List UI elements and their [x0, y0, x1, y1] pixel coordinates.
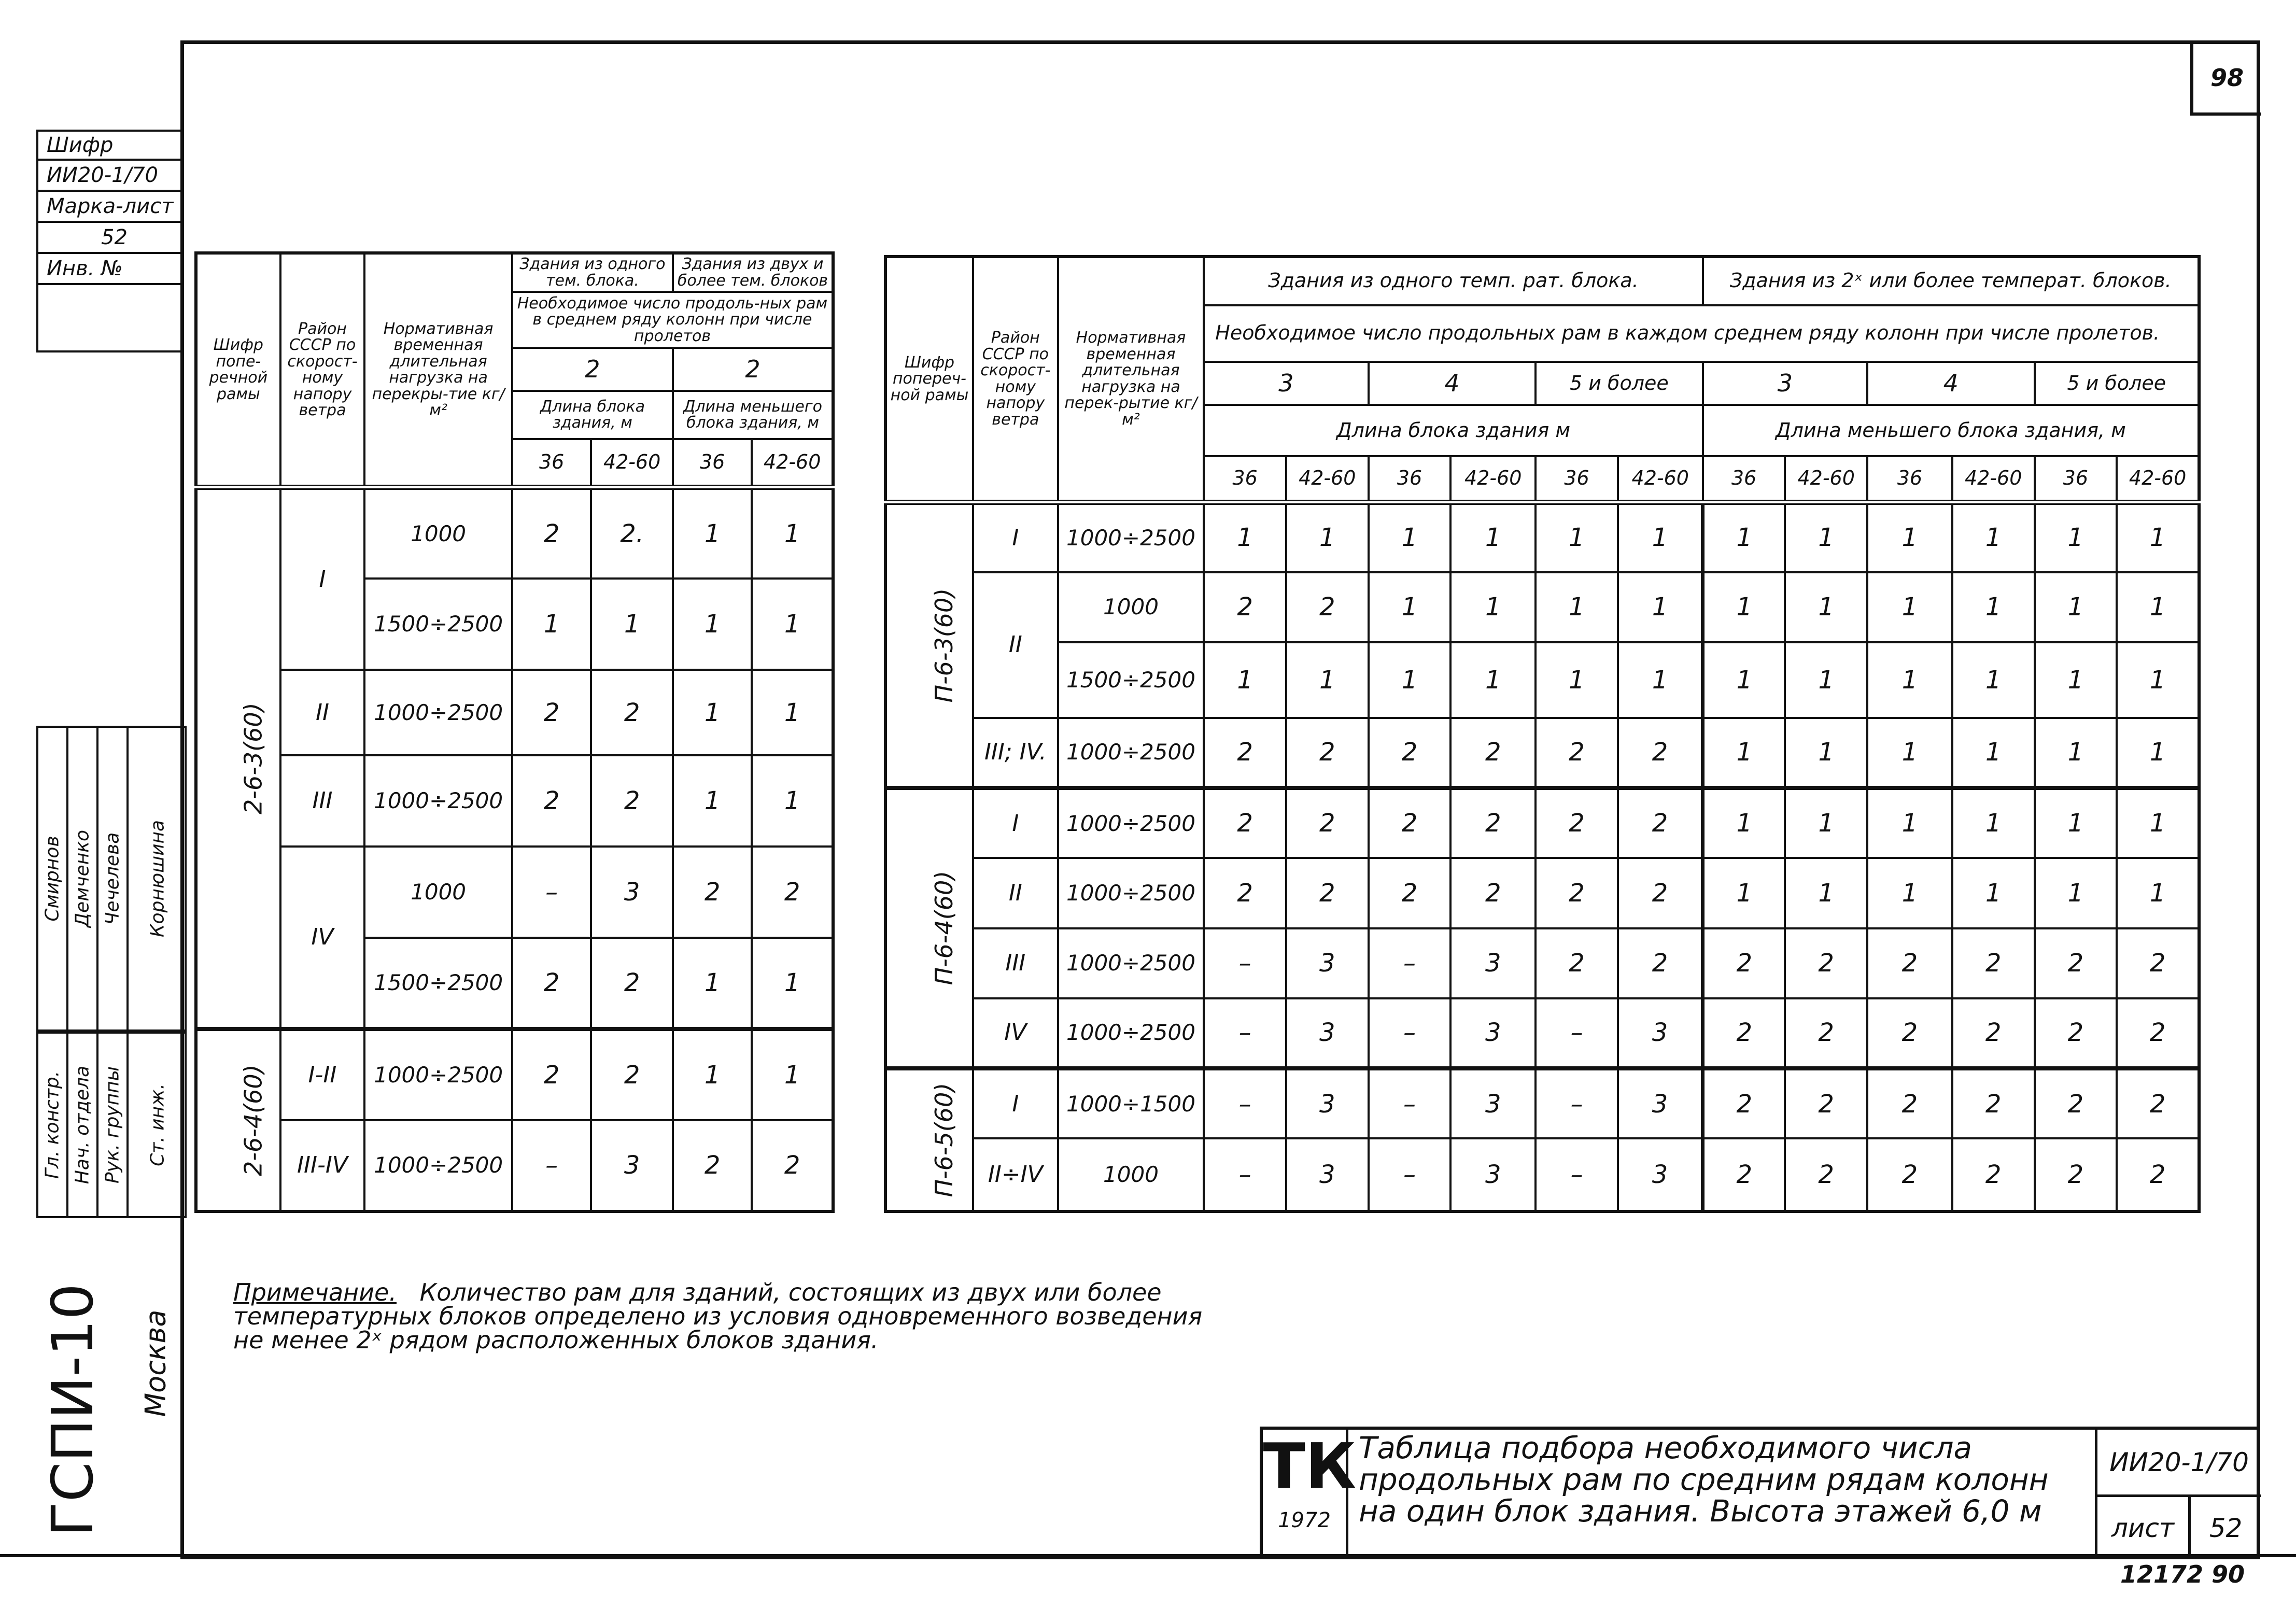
rt-cell: 1 — [1952, 642, 2035, 718]
rt-cell: 3 — [1286, 1068, 1369, 1138]
rt-cell: 2 — [1450, 788, 1536, 858]
table-row — [196, 1029, 833, 1120]
rt-cell: 2 — [1618, 928, 1703, 998]
org-city: Москва — [139, 1309, 172, 1417]
rt-len-12: 42-60 — [2117, 456, 2199, 502]
rt-cell: 1 — [2117, 788, 2199, 858]
rt-cell: 1 — [1785, 858, 1867, 928]
lt-cell: 1 — [752, 670, 833, 755]
rt-region: I — [973, 502, 1058, 572]
rt-cell: 2 — [1703, 928, 1785, 998]
rt-cell: 1 — [1867, 858, 1952, 928]
lt-len-1: 36 — [512, 439, 591, 487]
rt-load: 1000 — [1058, 1138, 1204, 1211]
rt-cell: 2 — [1286, 718, 1369, 788]
rt-cell: 2 — [2035, 928, 2117, 998]
rt-cell: 1 — [1204, 642, 1286, 718]
title-cipher: ИИ20-1/70 — [2095, 1430, 2261, 1497]
rt-head-required: Необходимое число продольных рам в каждом среднем ряду колонн при числе пролетов. — [1204, 305, 2199, 362]
title-year: 1972 — [1278, 1508, 1331, 1532]
note — [233, 1280, 1218, 1352]
rt-cell: 3 — [1618, 1068, 1703, 1138]
rt-cell: 2 — [2035, 998, 2117, 1068]
lt-cell: 1 — [752, 938, 833, 1029]
table-row — [196, 670, 833, 755]
rt-cell: – — [1369, 998, 1451, 1068]
rt-cell: 2 — [1286, 858, 1369, 928]
rt-cell: 1 — [1450, 502, 1536, 572]
rt-cell: 3 — [1618, 998, 1703, 1068]
rt-cell: 2 — [1618, 788, 1703, 858]
table-row — [885, 788, 2199, 858]
sig-role-3: Рук. группы — [98, 1034, 129, 1216]
stamp-label-mark: Марка-лист — [36, 192, 184, 223]
rt-cell: 1 — [1785, 502, 1867, 572]
lt-head-two: Здания из двух и более тем. блоков — [673, 253, 833, 292]
lt-cell: 1 — [673, 487, 752, 579]
rt-cell: 1 — [1867, 502, 1952, 572]
table-row — [196, 755, 833, 847]
rt-head-single: Здания из одного темп. рат. блока. — [1204, 257, 1702, 305]
rt-cell: 3 — [1618, 1138, 1703, 1211]
rt-cipher-3: П-6-5(60) — [885, 1068, 973, 1211]
rt-head-two: Здания из 2ˣ или более температ. блоков. — [1703, 257, 2199, 305]
title-block — [1260, 1427, 2260, 1559]
table-row — [885, 928, 2199, 998]
rt-len-6: 42-60 — [1618, 456, 1703, 502]
lt-head-length-a: Длина блока здания, м — [512, 391, 673, 439]
title-logo: ТК 1972 — [1263, 1430, 1348, 1559]
footer-number: 12172 90 — [2120, 1560, 2245, 1588]
rt-cell: – — [1204, 1068, 1286, 1138]
table-row — [885, 1068, 2199, 1138]
lt-region: I-II — [280, 1029, 365, 1120]
rt-cell: 1 — [1703, 642, 1785, 718]
lt-cell: 1 — [673, 938, 752, 1029]
lt-cell: 2 — [512, 487, 591, 579]
rt-cell: 2 — [2035, 1138, 2117, 1211]
rt-cell: 2 — [1703, 1068, 1785, 1138]
cipher-stamp — [36, 130, 184, 352]
lt-cell: 2 — [752, 1120, 833, 1211]
rt-cell: 1 — [1867, 642, 1952, 718]
rt-cell: 1 — [1536, 572, 1618, 642]
rt-len-9: 36 — [1867, 456, 1952, 502]
rt-cell: 1 — [1867, 572, 1952, 642]
rt-cell: 2 — [1867, 1138, 1952, 1211]
rt-cell: – — [1536, 1138, 1618, 1211]
rt-cell: 2 — [1450, 858, 1536, 928]
rt-load: 1000÷2500 — [1058, 502, 1204, 572]
rt-cell: 1 — [1618, 572, 1703, 642]
rt-len-5: 36 — [1536, 456, 1618, 502]
rt-cell: 2 — [1450, 718, 1536, 788]
rt-cell: 1 — [2117, 502, 2199, 572]
rt-cell: 1 — [1785, 718, 1867, 788]
rt-cell: 1 — [1536, 642, 1618, 718]
lt-head-region: Район СССР по скорост-ному напору ветра — [280, 253, 365, 487]
rt-span-4: 3 — [1703, 362, 1867, 405]
lt-load: 1500÷2500 — [364, 938, 512, 1029]
rt-cell: 3 — [1450, 998, 1536, 1068]
rt-cell: 1 — [2035, 572, 2117, 642]
rt-cell: 2 — [1703, 998, 1785, 1068]
lt-cell: 2 — [591, 755, 673, 847]
table-row — [885, 858, 2199, 928]
rt-cell: 2 — [2117, 998, 2199, 1068]
rt-span-3: 5 и более — [1536, 362, 1703, 405]
lt-cell: – — [512, 847, 591, 938]
lt-cell: 1 — [752, 487, 833, 579]
title-sheet-label: лист — [2095, 1497, 2188, 1559]
rt-cell: 1 — [1536, 502, 1618, 572]
rt-cell: 1 — [1952, 718, 2035, 788]
rt-cell: 2 — [1369, 788, 1451, 858]
rt-cell: 2 — [1204, 788, 1286, 858]
lt-head-spans-a: 2 — [512, 348, 673, 390]
rt-cell: 1 — [2117, 572, 2199, 642]
rt-cell: – — [1536, 998, 1618, 1068]
lt-load: 1000÷2500 — [364, 1029, 512, 1120]
rt-span-2: 4 — [1369, 362, 1536, 405]
title-text: Таблица подбора необходимого числа продольных рам по средним рядам колонн на один блок здания. Высота этажей 6,0 м — [1359, 1430, 2049, 1529]
table-row — [885, 502, 2199, 572]
rt-cell: 3 — [1450, 1138, 1536, 1211]
rt-cell: – — [1536, 1068, 1618, 1138]
table-row — [885, 718, 2199, 788]
rt-region: III — [973, 928, 1058, 998]
signature-names-block — [36, 726, 187, 1032]
lt-cell: 2 — [591, 670, 673, 755]
table-row — [196, 1120, 833, 1211]
lt-load: 1000 — [364, 487, 512, 579]
page-number: 98 — [2190, 43, 2261, 116]
lt-cell: 2 — [591, 1029, 673, 1120]
rt-len-10: 42-60 — [1952, 456, 2035, 502]
rt-cell: 1 — [1867, 718, 1952, 788]
rt-cell: 2 — [1204, 858, 1286, 928]
rt-cell: 1 — [1703, 572, 1785, 642]
rt-cell: 3 — [1286, 1138, 1369, 1211]
stamp-cipher: ИИ20-1/70 — [36, 161, 184, 192]
lt-head-length-b: Длина меньшего блока здания, м — [673, 391, 833, 439]
lt-load: 1000÷2500 — [364, 1120, 512, 1211]
rt-cell: 1 — [1703, 502, 1785, 572]
stamp-inv-blank — [36, 285, 184, 352]
rt-region: II — [973, 572, 1058, 718]
rt-cell: 1 — [2035, 718, 2117, 788]
rt-cell: 1 — [1785, 642, 1867, 718]
rt-len-8: 42-60 — [1785, 456, 1867, 502]
lt-cipher-1: 2-6-3(60) — [196, 487, 280, 1029]
rt-cell: 1 — [1450, 642, 1536, 718]
lt-region: II — [280, 670, 365, 755]
rt-load: 1000÷2500 — [1058, 858, 1204, 928]
rt-cipher-2: П-6-4(60) — [885, 788, 973, 1068]
rt-load: 1500÷2500 — [1058, 642, 1204, 718]
rt-len-4: 42-60 — [1450, 456, 1536, 502]
lt-load: 1000 — [364, 847, 512, 938]
lt-len-2: 42-60 — [591, 439, 673, 487]
rt-cell: 1 — [1618, 642, 1703, 718]
rt-head-cipher: Шифр попереч-ной рамы — [885, 257, 973, 502]
rt-cell: 2 — [1369, 718, 1451, 788]
rt-cell: 1 — [2035, 502, 2117, 572]
rt-region: I — [973, 788, 1058, 858]
lt-cell: 2 — [512, 1029, 591, 1120]
rt-cell: 2 — [1952, 1138, 2035, 1211]
lt-len-3: 36 — [673, 439, 752, 487]
rt-cell: 2 — [1204, 572, 1286, 642]
stamp-label-inv: Инв. № — [36, 254, 184, 285]
lt-head-load: Нормативная временная длительная нагрузка на перекры-тие кг/м² — [364, 253, 512, 487]
rt-cell: 2 — [2035, 1068, 2117, 1138]
rt-cell: 1 — [1785, 572, 1867, 642]
lt-cell: 1 — [752, 755, 833, 847]
rt-cell: 3 — [1450, 928, 1536, 998]
left-table — [194, 251, 835, 1213]
rt-span-5: 4 — [1867, 362, 2034, 405]
rt-cell: 2 — [1952, 928, 2035, 998]
stamp-label-cipher: Шифр — [36, 130, 184, 161]
sig-role-4: Ст. инж. — [147, 1083, 168, 1166]
rt-cell: 2 — [1952, 1068, 2035, 1138]
sig-role-1: Гл. констр. — [38, 1034, 68, 1216]
lt-cell: 1 — [673, 579, 752, 670]
rt-cell: 1 — [2117, 642, 2199, 718]
rt-cell: 2 — [1536, 788, 1618, 858]
lt-cell: 1 — [673, 670, 752, 755]
lt-region: III-IV — [280, 1120, 365, 1211]
rt-cell: 1 — [1204, 502, 1286, 572]
note-label: Примечание. — [233, 1278, 397, 1306]
lt-load: 1000÷2500 — [364, 670, 512, 755]
rt-cell: 1 — [1952, 502, 2035, 572]
rt-cell: 2 — [1286, 788, 1369, 858]
rt-cell: 2 — [1618, 718, 1703, 788]
lt-head-cipher: Шифр попе-речной рамы — [196, 253, 280, 487]
lt-region: I — [280, 487, 365, 670]
rt-cell: 2 — [1618, 858, 1703, 928]
rt-cell: 2 — [1867, 928, 1952, 998]
lt-cell: 2 — [673, 1120, 752, 1211]
rt-cell: – — [1204, 928, 1286, 998]
rt-cell: 1 — [1952, 858, 2035, 928]
rt-cell: 1 — [1703, 718, 1785, 788]
rt-cell: 2 — [1536, 718, 1618, 788]
lt-len-4: 42-60 — [752, 439, 833, 487]
rt-load: 1000÷1500 — [1058, 1068, 1204, 1138]
lt-cell: – — [512, 1120, 591, 1211]
rt-cell: 2 — [1785, 1068, 1867, 1138]
lt-cell: 2. — [591, 487, 673, 579]
rt-head-region: Район СССР по скорост-ному напору ветра — [973, 257, 1058, 502]
rt-len-1: 36 — [1204, 456, 1286, 502]
rt-cell: 3 — [1286, 928, 1369, 998]
rt-len-11: 36 — [2035, 456, 2117, 502]
rt-cell: 1 — [2117, 718, 2199, 788]
rt-cell: 1 — [1867, 788, 1952, 858]
rt-cell: 2 — [1536, 858, 1618, 928]
rt-cell: 1 — [1703, 858, 1785, 928]
rt-cell: 1 — [1286, 642, 1369, 718]
lt-cell: 2 — [512, 670, 591, 755]
sig-name-3: Чечелева — [98, 728, 129, 1029]
lt-cell: 2 — [752, 847, 833, 938]
rt-cell: – — [1369, 928, 1451, 998]
sig-name-1: Смирнов — [38, 728, 68, 1029]
rt-load: 1000÷2500 — [1058, 928, 1204, 998]
rt-head-load: Нормативная временная длительная нагрузка на перек-рытие кг/м² — [1058, 257, 1204, 502]
lt-cell: 2 — [591, 938, 673, 1029]
table-row — [885, 642, 2199, 718]
lt-cell: 1 — [752, 579, 833, 670]
lt-cell: 1 — [752, 1029, 833, 1120]
rt-cell: 2 — [1286, 572, 1369, 642]
rt-cell: 1 — [1703, 788, 1785, 858]
rt-cell: 2 — [1785, 928, 1867, 998]
table-row — [196, 487, 833, 579]
rt-region: I — [973, 1068, 1058, 1138]
rt-cell: 2 — [1952, 998, 2035, 1068]
rt-head-length-b: Длина меньшего блока здания, м — [1703, 405, 2199, 456]
rt-cell: 3 — [1286, 998, 1369, 1068]
rt-cell: 2 — [1703, 1138, 1785, 1211]
rt-cell: 1 — [2035, 858, 2117, 928]
rt-cell: 2 — [2117, 1068, 2199, 1138]
rt-cell: 2 — [1536, 928, 1618, 998]
lt-cell: 1 — [673, 1029, 752, 1120]
lt-cell: 1 — [512, 579, 591, 670]
rt-cell: – — [1369, 1068, 1451, 1138]
right-table — [884, 255, 2201, 1213]
rt-region: II — [973, 858, 1058, 928]
rt-cell: 1 — [1952, 572, 2035, 642]
sig-name-4: Корнюшина — [147, 820, 168, 938]
rt-head-length-a: Длина блока здания м — [1204, 405, 1702, 456]
lt-cell: 3 — [591, 1120, 673, 1211]
sig-name-2: Демченко — [68, 728, 98, 1029]
lt-region: III — [280, 755, 365, 847]
table-row — [196, 847, 833, 938]
rt-cell: 3 — [1450, 1068, 1536, 1138]
rt-cell: 1 — [1952, 788, 2035, 858]
note-text: Количество рам для зданий, состоящих из двух или более температурных блоков определено из условия одновременного возведения не менее 2ˣ рядом расположенных блоков здания. — [233, 1278, 1203, 1354]
rt-cipher-1: П-6-3(60) — [885, 502, 973, 788]
rt-cell: 2 — [1867, 998, 1952, 1068]
rt-load: 1000÷2500 — [1058, 788, 1204, 858]
org-name: ГСПИ-10 — [39, 1283, 106, 1537]
lt-load: 1000÷2500 — [364, 755, 512, 847]
lt-cell: 2 — [512, 938, 591, 1029]
table-row — [885, 572, 2199, 642]
rt-cell: 1 — [1450, 572, 1536, 642]
rt-len-3: 36 — [1369, 456, 1451, 502]
rt-cell: 1 — [1286, 502, 1369, 572]
signature-block — [36, 1032, 187, 1218]
rt-cell: – — [1204, 998, 1286, 1068]
table-row — [885, 1138, 2199, 1211]
rt-cell: 1 — [1618, 502, 1703, 572]
rt-cell: 1 — [1369, 502, 1451, 572]
lt-region: IV — [280, 847, 365, 1029]
rt-region: IV — [973, 998, 1058, 1068]
rt-cell: 2 — [1785, 1138, 1867, 1211]
stamp-mark-value: 52 — [36, 223, 184, 254]
rt-cell: 2 — [1867, 1068, 1952, 1138]
lt-head-single: Здания из одного тем. блока. — [512, 253, 673, 292]
rt-load: 1000÷2500 — [1058, 718, 1204, 788]
rt-region: III; IV. — [973, 718, 1058, 788]
rt-cell: 2 — [2117, 1138, 2199, 1211]
rt-cell: 1 — [1785, 788, 1867, 858]
lt-cipher-2: 2-6-4(60) — [196, 1029, 280, 1211]
rt-cell: 2 — [1369, 858, 1451, 928]
rt-cell: 1 — [1369, 642, 1451, 718]
rt-cell: 1 — [2035, 642, 2117, 718]
rt-cell: 1 — [1369, 572, 1451, 642]
lt-cell: 3 — [591, 847, 673, 938]
rt-cell: 1 — [2035, 788, 2117, 858]
lt-load: 1500÷2500 — [364, 579, 512, 670]
lt-cell: 2 — [512, 755, 591, 847]
rt-region: II÷IV — [973, 1138, 1058, 1211]
title-sheet: 52 — [2188, 1497, 2261, 1559]
rt-len-7: 36 — [1703, 456, 1785, 502]
rt-cell: 2 — [1785, 998, 1867, 1068]
rt-cell: – — [1204, 1138, 1286, 1211]
rt-span-1: 3 — [1204, 362, 1368, 405]
lt-head-spans-b: 2 — [673, 348, 833, 390]
lt-cell: 1 — [673, 755, 752, 847]
rt-cell: – — [1369, 1138, 1451, 1211]
table-row — [885, 998, 2199, 1068]
rt-cell: 1 — [2117, 858, 2199, 928]
lt-cell: 1 — [591, 579, 673, 670]
sig-role-2: Нач. отдела — [68, 1034, 98, 1216]
lt-cell: 2 — [673, 847, 752, 938]
rt-load: 1000÷2500 — [1058, 998, 1204, 1068]
rt-load: 1000 — [1058, 572, 1204, 642]
rt-cell: 2 — [2117, 928, 2199, 998]
lt-head-required: Необходимое число продоль-ных рам в среднем ряду колонн при числе пролетов — [512, 292, 833, 348]
rt-len-2: 42-60 — [1286, 456, 1369, 502]
rt-cell: 2 — [1204, 718, 1286, 788]
rt-span-6: 5 и более — [2035, 362, 2199, 405]
